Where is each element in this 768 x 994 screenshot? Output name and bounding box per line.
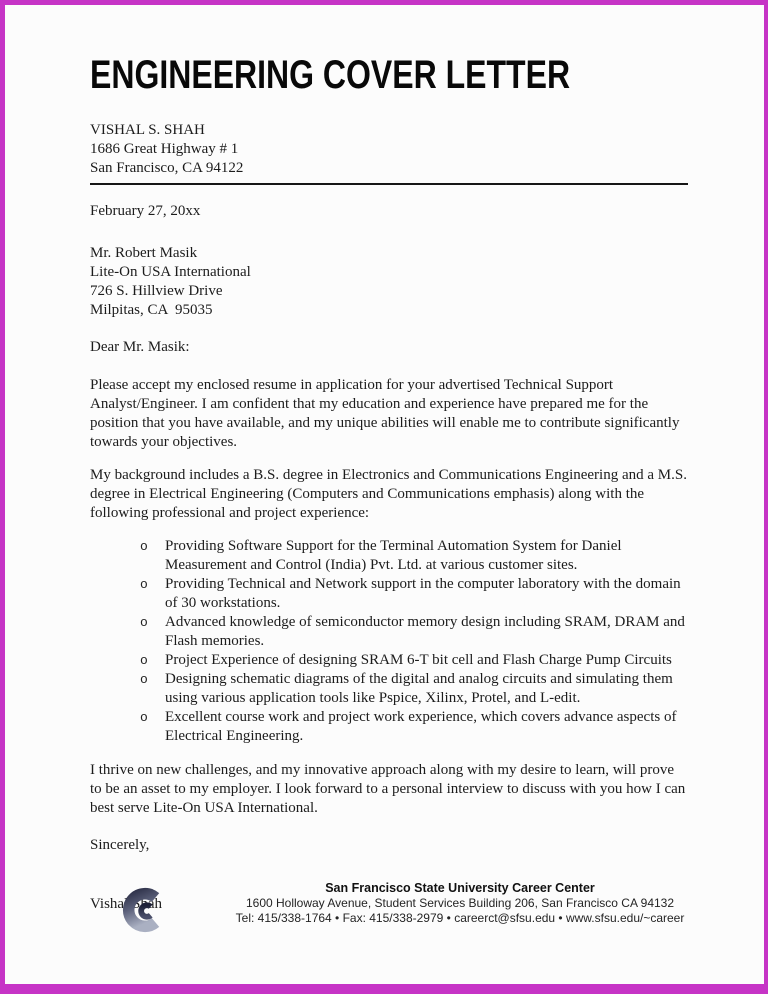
footer-address: 1600 Holloway Avenue, Student Services Building 206, San Francisco CA 94132 — [245, 896, 675, 910]
list-item — [90, 537, 688, 575]
page-title-text: ENGINEERING COVER LETTER — [90, 53, 571, 97]
bullet-marker: o — [140, 577, 148, 592]
paragraph-background: My background includes a B.S. degree in Electronics and Communications Engineering and a M.S. degree in Electrical Engineering (Computers and Communications emphasis) along with the following professional and project experience: — [90, 467, 687, 521]
footer-contact: Tel: 415/338-1764 • Fax: 415/338-2979 • careerct@sfsu.edu • www.sfsu.edu/~career — [235, 911, 685, 925]
recipient-block — [90, 244, 688, 320]
paragraph-intro: Please accept my enclosed resume in application for your advertised Technical Support Analyst/Engineer. I am confident that my education and experience have prepared me for the position that you have available, and my unique abilities will enable me to contribute significantly towards your objectives. — [90, 377, 680, 450]
sender-address-line2: San Francisco, CA 94122 — [90, 160, 244, 176]
bullet-text: Excellent course work and project work experience, which covers advance aspects of Electrical Engineering. — [165, 709, 677, 744]
sender-name: VISHAL S. SHAH — [90, 122, 205, 138]
horizontal-divider — [90, 183, 688, 185]
footer-org-name: San Francisco State University Career Center — [325, 881, 595, 895]
sfsu-career-center-c-logo-icon — [120, 885, 168, 935]
bullet-text: Advanced knowledge of semiconductor memory design including SRAM, DRAM and Flash memories. — [165, 614, 685, 649]
sender-block — [90, 121, 688, 178]
letter-content — [5, 5, 764, 914]
valediction: Sincerely, — [90, 837, 150, 853]
signature-name: Vishal Shah — [90, 896, 163, 912]
recipient-company: Lite-On USA International — [90, 264, 251, 280]
sender-address-line1: 1686 Great Highway # 1 — [90, 141, 239, 157]
recipient-street: 726 S. Hillview Drive — [90, 283, 223, 299]
bullet-text: Designing schematic diagrams of the digital and analog circuits and simulating them using various application tools like Pspice, Xilinx, Protel, and L-edit. — [165, 671, 673, 706]
bullet-text: Providing Technical and Network support in the computer laboratory with the domain of 30 workstations. — [165, 576, 681, 611]
list-item — [90, 651, 688, 670]
list-item — [90, 613, 688, 651]
recipient-city: Milpitas, CA 95035 — [90, 302, 213, 318]
bullet-marker: o — [140, 710, 148, 725]
bullet-marker: o — [140, 653, 148, 668]
recipient-name: Mr. Robert Masik — [90, 245, 198, 261]
letter-date: February 27, 20xx — [90, 203, 201, 219]
salutation: Dear Mr. Masik: — [90, 339, 190, 355]
footer-text-block — [210, 881, 710, 926]
experience-bullet-list — [90, 537, 688, 746]
bullet-text: Project Experience of designing SRAM 6-T bit cell and Flash Charge Pump Circuits — [165, 652, 672, 668]
list-item — [90, 670, 688, 708]
paragraph-closing: I thrive on new challenges, and my innovative approach along with my desire to learn, will prove to be an asset to my employer. I look forward to a personal interview to discuss with you how I can best serve Lite-On USA International. — [90, 762, 686, 816]
page-title — [90, 55, 688, 95]
bullet-text: Providing Software Support for the Terminal Automation System for Daniel Measurement and Control (India) Pvt. Ltd. at various customer sites. — [165, 538, 622, 573]
bullet-marker: o — [140, 539, 148, 554]
list-item — [90, 708, 688, 746]
footer — [5, 881, 764, 926]
list-item — [90, 575, 688, 613]
bullet-marker: o — [140, 615, 148, 630]
bullet-marker: o — [140, 672, 148, 687]
